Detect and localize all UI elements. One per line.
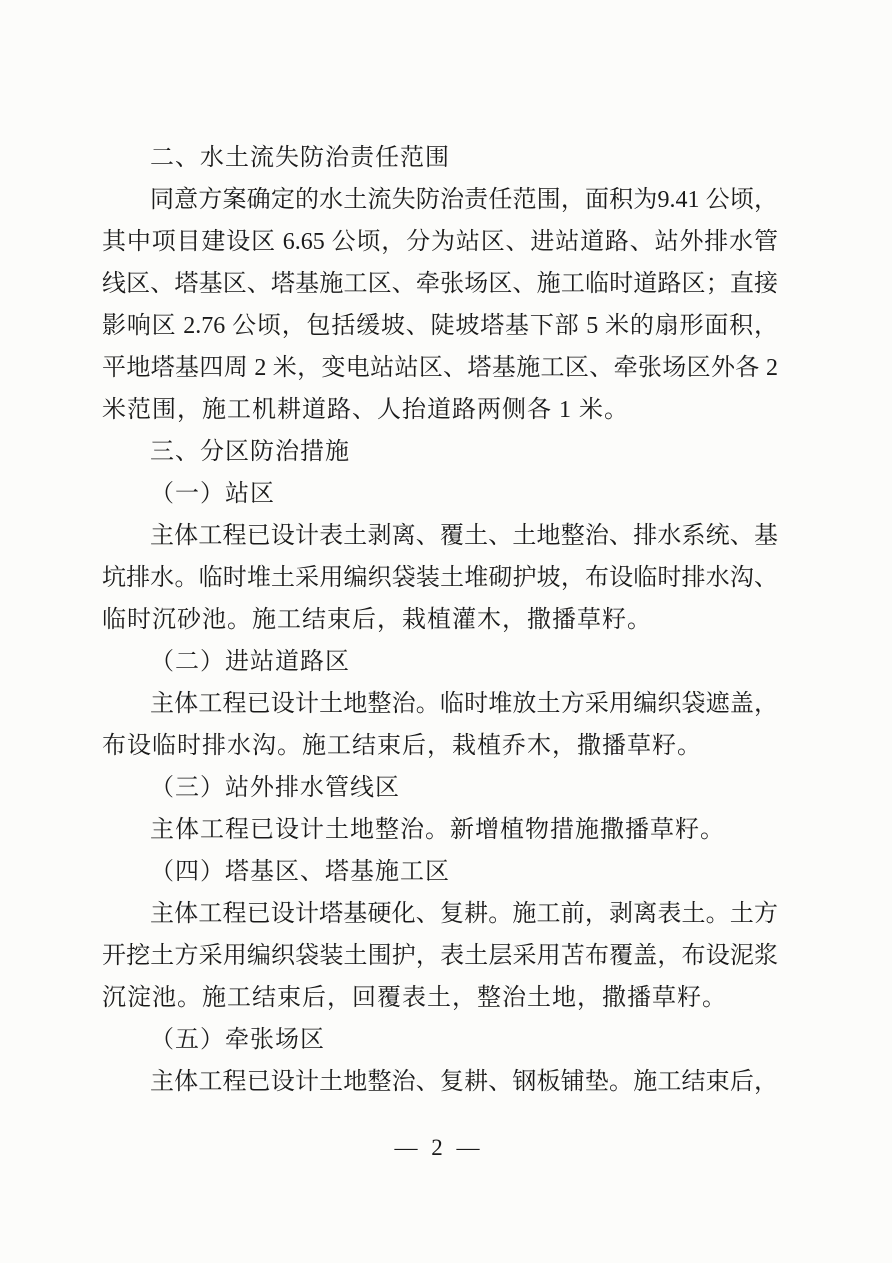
text-line: 米范围，施工机耕道路、人抬道路两侧各 1 米。 [102, 397, 629, 423]
subsection-heading: （三）站外排水管线区 [150, 775, 400, 801]
text-line: 影响区 2.76 公顷，包括缓坡、陡坡塔基下部 5 米的扇形面积， [102, 313, 778, 339]
section-heading: 三、分区防治措施 [150, 439, 350, 465]
section-heading: 二、水土流失防治责任范围 [150, 145, 450, 171]
subsection-heading: （二）进站道路区 [150, 649, 350, 675]
document-text [102, 137, 778, 1103]
text-line: 其中项目建设区 6.65 公顷，分为站区、进站道路、站外排水管 [102, 229, 778, 255]
text-line: 主体工程已设计土地整治。临时堆放土方采用编织袋遮盖， [150, 691, 778, 717]
text-line: 平地塔基四周 2 米，变电站站区、塔基施工区、牵张场区外各 2 [102, 355, 778, 381]
text-line: 临时沉砂池。施工结束后，栽植灌木，撒播草籽。 [102, 607, 652, 633]
text-line: 主体工程已设计土地整治、复耕、钢板铺垫。施工结束后， [150, 1069, 778, 1095]
text-line: 布设临时排水沟。施工结束后，栽植乔木，撒播草籽。 [102, 733, 702, 759]
text-line: 沉淀池。施工结束后，回覆表土，整治土地，撒播草籽。 [102, 985, 727, 1011]
text-line: 开挖土方采用编织袋装土围护，表土层采用苫布覆盖，布设泥浆 [102, 943, 778, 969]
subsection-heading: （四）塔基区、塔基施工区 [150, 859, 450, 885]
text-line: 主体工程已设计表土剥离、覆土、土地整治、排水系统、基 [150, 523, 778, 549]
subsection-heading: （一）站区 [150, 481, 275, 507]
text-line: 主体工程已设计土地整治。新增植物措施撒播草籽。 [150, 817, 725, 843]
text-line: 坑排水。临时堆土采用编织袋装土堆砌护坡，布设临时排水沟、 [102, 565, 778, 591]
page-number: — 2 — [394, 1135, 484, 1160]
text-line: 同意方案确定的水土流失防治责任范围，面积为9.41 公顷， [150, 187, 778, 213]
text-line: 主体工程已设计塔基硬化、复耕。施工前，剥离表土。土方 [150, 901, 778, 927]
subsection-heading: （五）牵张场区 [150, 1027, 325, 1053]
text-line: 线区、塔基区、塔基施工区、牵张场区、施工临时道路区；直接 [102, 271, 778, 297]
